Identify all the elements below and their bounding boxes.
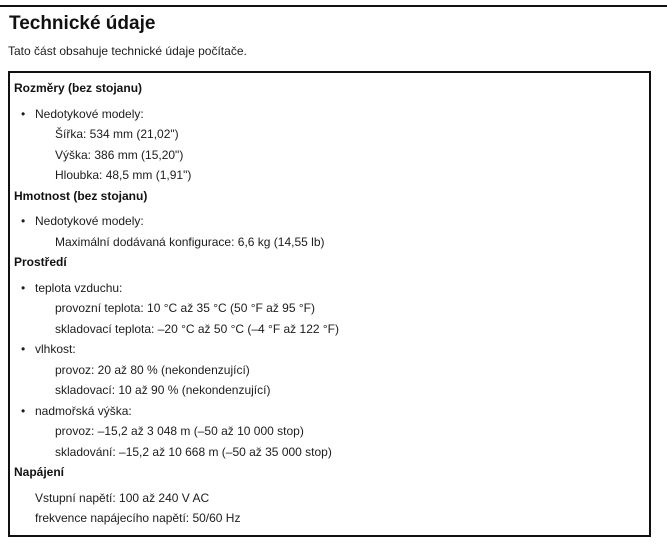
spec-line-max-konfigurace: Maximální dodávaná konfigurace: 6,6 kg (14,55 lb) [55, 234, 325, 249]
bullet-icon: • [21, 106, 26, 121]
bullet-label: vlhkost: [35, 342, 76, 356]
section-heading-hmotnost: Hmotnost (bez stojanu) [14, 188, 148, 203]
bullet-item-nedotykove-modely-hmotnost [14, 211, 643, 232]
section-heading-rozmery: Rozměry (bez stojanu) [14, 81, 143, 95]
spec-line-provoz-vlhkost: provoz: 20 až 80 % (nekondenzující) [55, 362, 250, 377]
bullet-icon: • [21, 214, 26, 228]
bullet-icon: • [21, 342, 26, 356]
spec-line-skladovaci-teplota: skladovací teplota: –20 °C až 50 °C (–4 °F až 122 °F) [55, 321, 339, 336]
bullet-label: nadmořská výška: [35, 403, 132, 418]
spec-box [8, 71, 651, 537]
spec-line-frekvence: frekvence napájecího napětí: 50/60 Hz [35, 511, 241, 525]
top-divider [0, 5, 667, 7]
manual-page [0, 5, 667, 548]
section-heading-prostredi: Prostředí [14, 255, 67, 269]
spec-line-hloubka: Hloubka: 48,5 mm (1,91") [55, 168, 192, 182]
section-heading-napajeni: Napájení [14, 465, 65, 479]
page-subtitle: Tato část obsahuje technické údaje počítače. [8, 44, 247, 58]
bullet-label: Nedotykové modely: [35, 214, 144, 228]
bullet-label: teplota vzduchu: [35, 280, 123, 295]
page-title: Technické údaje [9, 13, 156, 34]
spec-line-vyska: Výška: 386 mm (15,20") [55, 147, 184, 162]
bullet-item-nedotykove-modely [14, 104, 643, 125]
bullet-item-nadmorska-vyska [14, 401, 643, 422]
spec-line-skladovaci-vlhkost: skladovací: 10 až 90 % (nekondenzující) [55, 383, 271, 397]
spec-line-sirka: Šířka: 534 mm (21,02") [55, 127, 179, 141]
bullet-item-teplota-vzduchu [14, 278, 643, 299]
spec-line-provozni-teplota: provozní teplota: 10 °C až 35 °C (50 °F až 95 °F) [55, 301, 315, 315]
bullet-label: Nedotykové modely: [35, 106, 144, 121]
spec-line-provoz-vyska: provoz: –15,2 až 3 048 m (–50 až 10 000 stop) [55, 424, 304, 438]
bullet-icon: • [21, 403, 26, 418]
spec-line-vstupni-napeti: Vstupní napětí: 100 až 240 V AC [35, 490, 210, 505]
spec-line-skladovani-vyska: skladování: –15,2 až 10 668 m (–50 až 35 000 stop) [55, 444, 332, 459]
bullet-item-vlhkost [14, 339, 643, 360]
bullet-icon: • [21, 280, 26, 295]
